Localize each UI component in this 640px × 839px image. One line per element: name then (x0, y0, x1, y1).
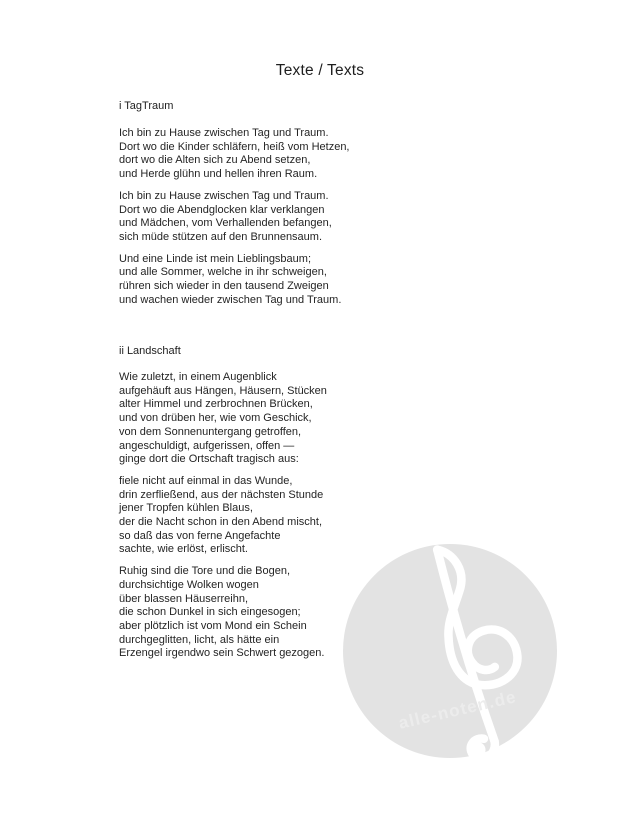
poem-line: und Mädchen, vom Verhallenden befangen, (119, 217, 332, 230)
poem-line: so daß das von ferne Angefachte (119, 529, 281, 542)
poem-line: die schon Dunkel in sich eingesogen; (119, 606, 301, 619)
poem-line: jener Tropfen kühlen Blaus, (119, 502, 253, 515)
poem-line: alter Himmel und zerbrochnen Brücken, (119, 398, 313, 411)
poem-line: Ich bin zu Hause zwischen Tag und Traum. (119, 127, 329, 139)
poem-section (119, 344, 327, 669)
poem-line: angeschuldigt, aufgerissen, offen — (119, 439, 295, 452)
poem-line: Ruhig sind die Tore und die Bogen, (119, 565, 291, 578)
poem-line: und alle Sommer, welche in ihr schweigen, (119, 266, 327, 279)
stanza (119, 253, 350, 308)
poem-line: Wie zuletzt, in einem Augenblick (119, 371, 277, 383)
page-title: Texte / Texts (275, 62, 365, 79)
poem-line: aufgehäuft aus Hängen, Häusern, Stücken (119, 384, 327, 397)
poem-line: dort wo die Alten sich zu Abend setzen, (119, 154, 311, 167)
watermark-text: alle-noten.de (396, 687, 519, 733)
stanza (119, 475, 327, 557)
poem-line: durchgeglitten, licht, als hätte ein (119, 633, 280, 646)
stanza (119, 565, 327, 661)
poem-line: von dem Sonnenuntergang getroffen, (119, 425, 302, 438)
poem-line: und wachen wieder zwischen Tag und Traum. (119, 293, 342, 306)
poem-line: ginge dort die Ortschaft tragisch aus: (119, 453, 299, 466)
poem-line: fiele nicht auf einmal in das Wunde, (119, 474, 293, 487)
poem-line: drin zerfließend, aus der nächsten Stunde (119, 488, 324, 501)
poem-line: rühren sich wieder in den tausend Zweigen (119, 280, 329, 293)
poem-line: Ich bin zu Hause zwischen Tag und Traum. (119, 189, 329, 202)
poem-heading: i TagTraum (119, 100, 174, 112)
poem-line: Dort wo die Abendglocken klar verklangen (119, 203, 325, 216)
poem-line: aber plötzlich ist vom Mond ein Schein (119, 619, 307, 632)
poem-line: und von drüben her, wie vom Geschick, (119, 412, 312, 425)
poem-line: durchsichtige Wolken wogen (119, 578, 259, 591)
poem-line: und Herde glühn und hellen ihren Raum. (119, 168, 318, 181)
poem-line: über blassen Häuserreihn, (119, 592, 249, 605)
poem-line: Erzengel irgendwo sein Schwert gezogen. (119, 647, 325, 660)
stanza (119, 127, 350, 182)
stanza (119, 371, 327, 467)
poem-section (119, 99, 350, 315)
poem-line: Und eine Linde ist mein Lieblingsbaum; (119, 252, 312, 265)
stanza (119, 190, 350, 245)
poem-heading: ii Landschaft (119, 345, 181, 357)
poem-line: sachte, wie erlöst, erlischt. (119, 543, 248, 556)
poem-line: sich müde stützen auf den Brunnensaum. (119, 230, 323, 243)
poem-line: Dort wo die Kinder schläfern, heiß vom Hetzen, (119, 140, 350, 153)
poem-line: der die Nacht schon in den Abend mischt, (119, 516, 323, 529)
